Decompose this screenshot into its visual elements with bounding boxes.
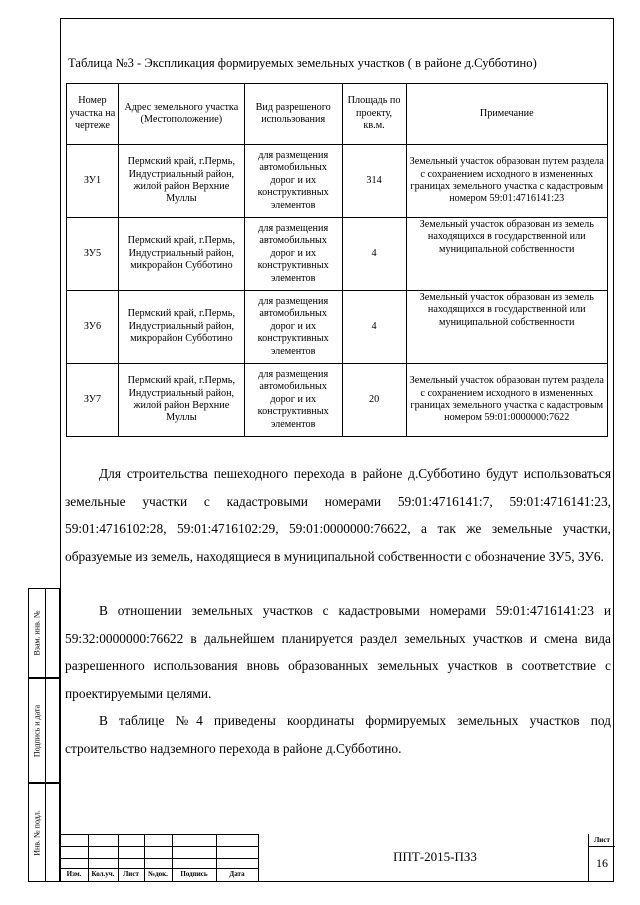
paragraph-1: Для строительства пешеходного перехода в районе д.Субботино будут использоваться земельные участки с кадастровыми номерами 59:01:4716141:7, 59:01:4716141:23, 59:01:4716102:28, 59:01:4716102:29, 59:01:0000000:76622, а так же земельные участки, образуемые из земель, находящиеся в муниципальной собственности с обозначение ЗУ5, ЗУ6.: [65, 466, 611, 564]
cell-id: ЗУ6: [67, 291, 119, 364]
title-block-grid: [60, 834, 258, 882]
header-use: Вид разрешеного использования: [244, 84, 342, 145]
sheet-box: [588, 834, 615, 882]
cell-area: 20: [342, 364, 406, 437]
header-number: Номер участка на чертеже: [67, 84, 119, 145]
table-row: [67, 291, 608, 364]
cell-address: Пермский край, г.Пермь, Индустриальный район, жилой район Верхние Муллы: [118, 364, 244, 437]
cell-note: Земельный участок образован путем раздела с сохранением исходного в измененных границах земельного участка с кадастровым номером 59:01:4716141:23: [406, 145, 607, 218]
table-row: [67, 218, 608, 291]
title-block: [60, 834, 614, 882]
side-stamp-vzam-label: Взам. инв. №: [32, 610, 42, 656]
sheet-number: 16: [596, 856, 608, 870]
title-col-podpis: Подпись: [180, 870, 208, 878]
table-header-row: [67, 84, 608, 145]
table-caption: Таблица №3 - Экспликация формируемых земельных участков ( в районе д.Субботино): [68, 56, 537, 70]
title-col-ndok: №док.: [148, 870, 168, 878]
cell-use: для размещения автомобильных дорог и их конструктивных элементов: [244, 218, 342, 291]
table-row: [67, 145, 608, 218]
side-stamp-vzam-field: [46, 588, 60, 678]
cell-area: 314: [342, 145, 406, 218]
side-stamp-podpis-label: Подпись и дата: [32, 704, 42, 757]
side-stamp-vzam: [28, 588, 46, 678]
side-stamp-podpis-field: [46, 678, 60, 783]
cell-area: 4: [342, 218, 406, 291]
cell-id: ЗУ5: [67, 218, 119, 291]
cell-note: Земельный участок образован из земель находящихся в государственной или муниципальной собственности: [406, 218, 607, 291]
header-note: Примечание: [406, 84, 607, 145]
cell-address: Пермский край, г.Пермь, Индустриальный район, микрорайон Субботино: [118, 291, 244, 364]
cell-id: ЗУ1: [67, 145, 119, 218]
cell-area: 4: [342, 291, 406, 364]
side-stamp-inv-field: [46, 783, 60, 882]
cell-note: Земельный участок образован из земель находящихся в государственной или муниципальной собственности: [406, 291, 607, 364]
cell-use: для размещения автомобильных дорог и их конструктивных элементов: [244, 145, 342, 218]
explication-table: [66, 83, 608, 437]
title-col-koluch: Кол.уч.: [91, 870, 115, 878]
cell-id: ЗУ7: [67, 364, 119, 437]
table-row: [67, 364, 608, 437]
title-col-data: Дата: [229, 870, 245, 878]
sheet-label: Лист: [594, 836, 610, 844]
cell-use: для размещения автомобильных дорог и их конструктивных элементов: [244, 291, 342, 364]
cell-address: Пермский край, г.Пермь, Индустриальный район, микрорайон Субботино: [118, 218, 244, 291]
title-col-izm: Изм.: [66, 870, 82, 878]
cell-address: Пермский край, г.Пермь, Индустриальный район, жилой район Верхние Муллы: [118, 145, 244, 218]
paragraph-2: В отношении земельных участков с кадастровыми номерами 59:01:4716141:23 и 59:32:0000000:76622 в дальнейшем планируется раздел земельных участков и смена вида разрешенного использования вновь образованных земельных участков в соответствие с проектируемыми целями.: [65, 603, 611, 701]
title-col-list: Лист: [123, 870, 139, 878]
side-stamp-podpis: [28, 678, 46, 783]
cell-note: Земельный участок образован путем раздела с сохранением исходного в измененных границах земельного участка с кадастровым номером 59:01:0000000:7622: [406, 364, 607, 437]
document-code: ППТ-2015-ПЗ3: [393, 849, 477, 864]
cell-use: для размещения автомобильных дорог и их конструктивных элементов: [244, 364, 342, 437]
side-stamp-inv-label: Инв. № подл.: [32, 809, 42, 856]
header-area: Площадь по проекту, кв.м.: [342, 84, 406, 145]
header-address: Адрес земельного участка (Местоположение): [118, 84, 244, 145]
paragraph-3: В таблице №4 приведены координаты формируемых земельных участков под строительство надземного перехода в районе д.Субботино.: [65, 713, 611, 756]
side-stamp-inv: [28, 783, 46, 882]
